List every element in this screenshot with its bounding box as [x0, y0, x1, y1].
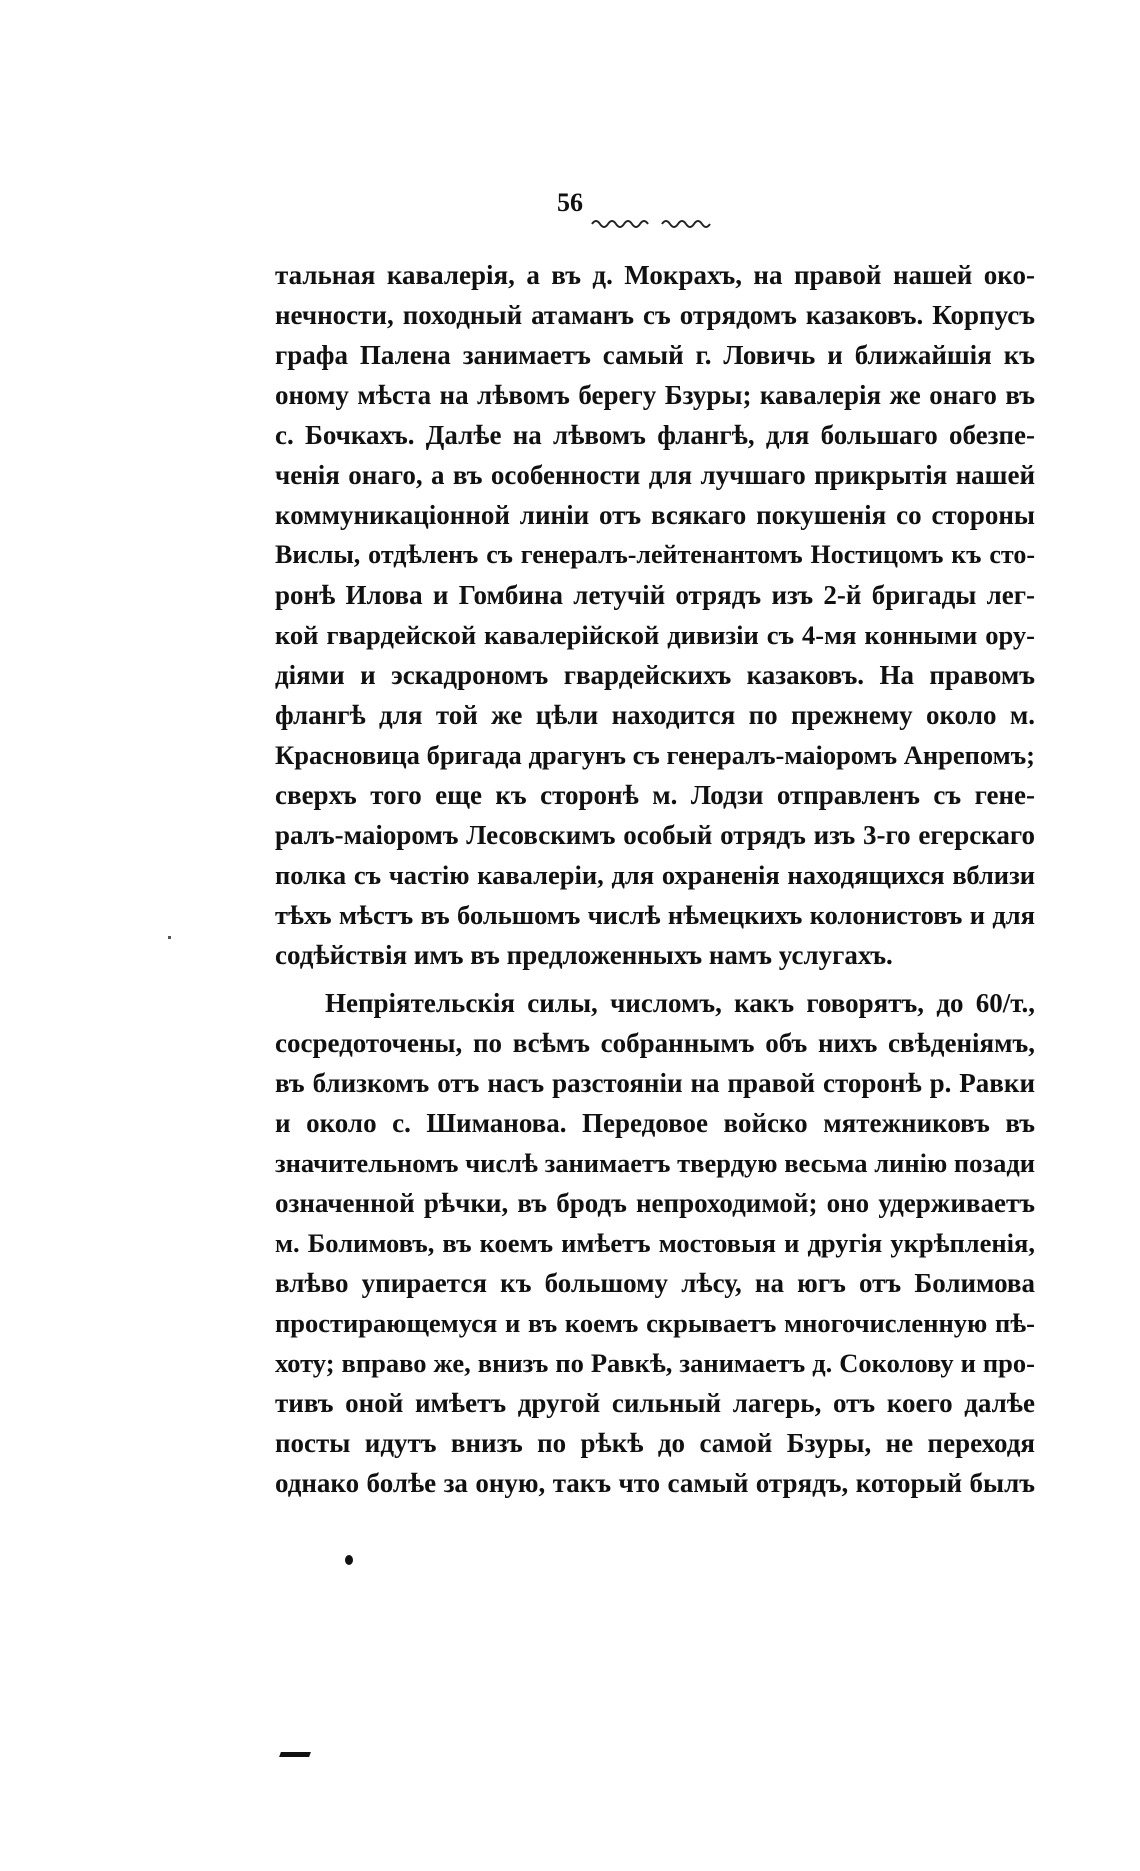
- text-line: коммуникаціонной линіи отъ всякаго покушенія со стороны: [275, 500, 1035, 530]
- text-line: однако болѣе за оную, такъ что самый отрядъ, который былъ: [275, 1468, 1035, 1498]
- body-text: [275, 255, 1035, 1503]
- text-line: влѣво упирается къ большому лѣсу, на югъ отъ Болимова: [275, 1268, 1035, 1298]
- text-line: сверхъ того еще къ сторонѣ м. Лодзи отправленъ съ гене-: [275, 780, 1035, 810]
- text-line: графа Палена занимаетъ самый г. Ловичь и ближайшія къ: [275, 340, 1035, 370]
- text-line: тивъ оной имѣетъ другой сильный лагерь, отъ коего далѣе: [275, 1388, 1035, 1418]
- page-number: 56: [557, 188, 583, 217]
- text-line: Красновица бригада драгунъ съ генералъ-маіоромъ Анрепомъ;: [275, 740, 1035, 770]
- paragraph-gap: [275, 975, 1035, 983]
- paragraph-1: [275, 255, 1035, 975]
- text-line: хоту; вправо же, внизъ по Равкѣ, занимаетъ д. Соколову и про-: [275, 1348, 1035, 1378]
- text-line: ралъ-маіоромъ Лесовскимъ особый отрядъ изъ 3-го егерскаго: [275, 820, 1035, 850]
- text-line: нечности, походный атаманъ съ отрядомъ казаковъ. Корпусъ: [275, 300, 1035, 330]
- paragraph-2: [275, 983, 1035, 1503]
- ink-dash-mark: [279, 1752, 311, 1757]
- text-line: означенной рѣчки, въ бродъ непроходимой; оно удерживаетъ: [275, 1188, 1035, 1218]
- text-line: и около с. Шиманова. Передовое войско мятежниковъ въ: [275, 1108, 1035, 1138]
- text-line: оному мѣста на лѣвомъ берегу Бзуры; кавалерія же онаго въ: [275, 380, 1035, 410]
- text-line: тальная кавалерія, а въ д. Мокрахъ, на правой нашей око-: [275, 260, 1035, 290]
- text-line: ронѣ Илова и Гомбина летучій отрядъ изъ 2-й бригады лег-: [275, 580, 1035, 610]
- text-line: посты идутъ внизъ по рѣкѣ до самой Бзуры, не переходя: [275, 1428, 1035, 1458]
- text-line: с. Бочкахъ. Далѣе на лѣвомъ флангѣ, для большаго обезпе-: [275, 420, 1035, 450]
- text-line: флангѣ для той же цѣли находится по прежнему около м.: [275, 700, 1035, 730]
- wavy-ornament: [590, 216, 715, 230]
- text-line: діями и эскадрономъ гвардейскихъ казаковъ. На правомъ: [275, 660, 1035, 690]
- text-line: полка съ частію кавалеріи, для охраненія находящихся вблизи: [275, 860, 1035, 890]
- text-line: тѣхъ мѣстъ въ большомъ числѣ нѣмецкихъ колонистовъ и для: [275, 900, 1035, 930]
- text-line: содѣйствія имъ въ предложенныхъ намъ услугахъ.: [275, 940, 893, 970]
- text-line: м. Болимовъ, въ коемъ имѣетъ мостовыя и другія укрѣпленія,: [275, 1228, 1035, 1258]
- scan-speck: [168, 936, 171, 939]
- text-line: сосредоточены, по всѣмъ собраннымъ объ нихъ свѣденіямъ,: [275, 1028, 1035, 1058]
- text-line: кой гвардейской кавалерійской дивизіи съ 4-мя конными ору-: [275, 620, 1035, 650]
- text-line: въ близкомъ отъ насъ разстояніи на правой сторонѣ р. Равки: [275, 1068, 1035, 1098]
- text-line: Вислы, отдѣленъ съ генералъ-лейтенантомъ Ностицомъ къ сто-: [275, 540, 1035, 569]
- text-line: простирающемуся и въ коемъ скрываетъ многочисленную пѣ-: [275, 1308, 1035, 1338]
- text-line: ченія онаго, а въ особенности для лучшаго прикрытія нашей: [275, 460, 1035, 490]
- text-line: значительномъ числѣ занимаетъ твердую весьма линію позади: [275, 1148, 1035, 1178]
- text-line: Непріятельскія силы, числомъ, какъ говорятъ, до 60/т.,: [325, 988, 1035, 1018]
- ink-dot-mark: [345, 1555, 353, 1565]
